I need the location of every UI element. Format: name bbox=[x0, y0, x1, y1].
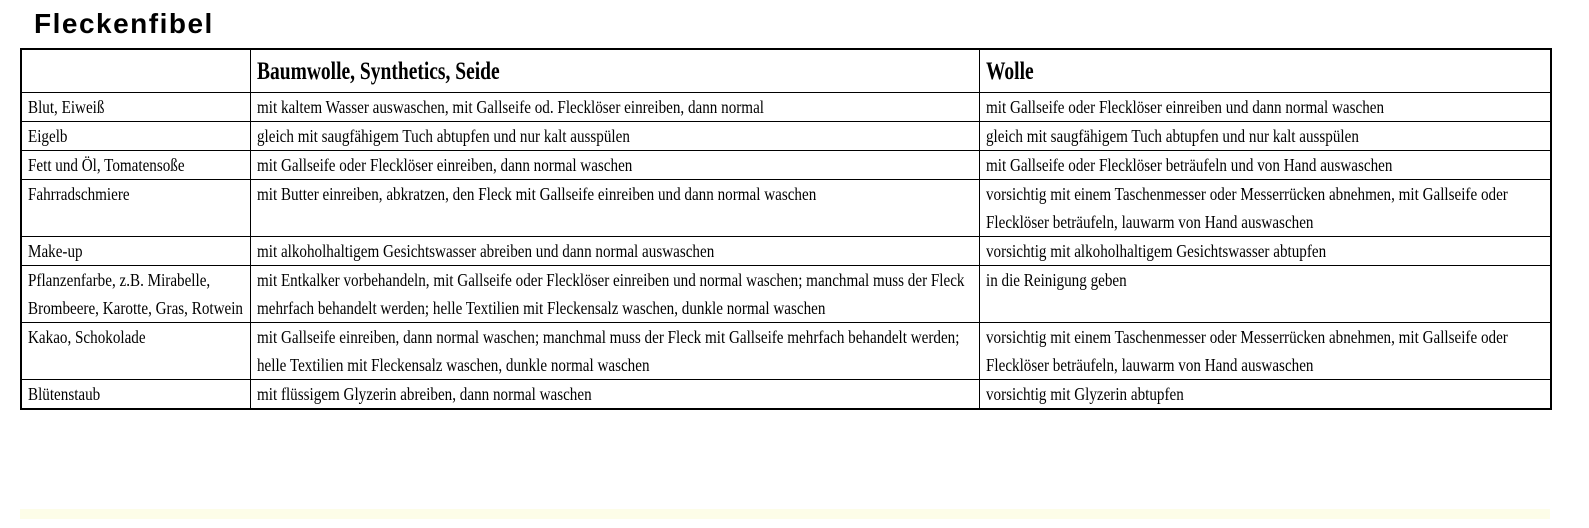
table-row bbox=[21, 380, 1551, 410]
stain-cell: Fett und Öl, Tomatensoße bbox=[21, 151, 250, 180]
stain-cell: Pflanzenfarbe, z.B. Mirabelle, Brombeere, Karotte, Gras, Rotwein bbox=[21, 266, 250, 323]
header-wool: Wolle bbox=[979, 49, 1551, 93]
table-row bbox=[21, 180, 1551, 237]
cotton-treatment-cell: mit kaltem Wasser auswaschen, mit Gallseife od. Flecklöser einreiben, dann normal bbox=[250, 93, 979, 122]
page-title: Fleckenfibel bbox=[34, 8, 214, 39]
wool-treatment-cell: mit Gallseife oder Flecklöser einreiben und dann normal waschen bbox=[979, 93, 1551, 122]
wool-treatment-cell: vorsichtig mit einem Taschenmesser oder Messerrücken abnehmen, mit Gallseife oder Flecklöser beträufeln, lauwarm von Hand auswaschen bbox=[979, 180, 1551, 237]
cotton-treatment-cell: mit Butter einreiben, abkratzen, den Fleck mit Gallseife einreiben und dann normal waschen bbox=[250, 180, 979, 237]
stain-cell: Make-up bbox=[21, 237, 250, 266]
table-header-row bbox=[21, 49, 1551, 93]
wool-treatment-cell: gleich mit saugfähigem Tuch abtupfen und nur kalt ausspülen bbox=[979, 122, 1551, 151]
wool-treatment-cell: vorsichtig mit einem Taschenmesser oder Messerrücken abnehmen, mit Gallseife oder Flecklöser beträufeln, lauwarm von Hand auswaschen bbox=[979, 323, 1551, 380]
stain-cell: Blütenstaub bbox=[21, 380, 250, 410]
cotton-treatment-cell: mit Gallseife einreiben, dann normal waschen; manchmal muss der Fleck mit Gallseife mehrfach behandelt werden; helle Textilien mit Fleckensalz waschen, dunkle normal waschen bbox=[250, 323, 979, 380]
table-row bbox=[21, 266, 1551, 323]
table-row bbox=[21, 151, 1551, 180]
cotton-treatment-cell: mit Gallseife oder Flecklöser einreiben, dann normal waschen bbox=[250, 151, 979, 180]
table-row bbox=[21, 323, 1551, 380]
cotton-treatment-cell: mit flüssigem Glyzerin abreiben, dann normal waschen bbox=[250, 380, 979, 410]
table-row bbox=[21, 122, 1551, 151]
wool-treatment-cell: vorsichtig mit Glyzerin abtupfen bbox=[979, 380, 1551, 410]
cotton-treatment-cell: mit Entkalker vorbehandeln, mit Gallseife oder Flecklöser einreiben und normal waschen; manchmal muss der Fleck mehrfach behandelt werden; helle Textilien mit Fleckensalz waschen, dunkle normal waschen bbox=[250, 266, 979, 323]
stain-cell: Blut, Eiweiß bbox=[21, 93, 250, 122]
stain-table bbox=[20, 48, 1552, 410]
wool-treatment-cell: mit Gallseife oder Flecklöser beträufeln und von Hand auswaschen bbox=[979, 151, 1551, 180]
cotton-treatment-cell: gleich mit saugfähigem Tuch abtupfen und nur kalt ausspülen bbox=[250, 122, 979, 151]
wool-treatment-cell: vorsichtig mit alkoholhaltigem Gesichtswasser abtupfen bbox=[979, 237, 1551, 266]
header-cotton-synthetics-silk: Baumwolle, Synthetics, Seide bbox=[250, 49, 979, 93]
stain-cell: Eigelb bbox=[21, 122, 250, 151]
table-row bbox=[21, 237, 1551, 266]
cotton-treatment-cell: mit alkoholhaltigem Gesichtswasser abreiben und dann normal auswaschen bbox=[250, 237, 979, 266]
stain-cell: Fahrradschmiere bbox=[21, 180, 250, 237]
table-row bbox=[21, 93, 1551, 122]
stain-cell: Kakao, Schokolade bbox=[21, 323, 250, 380]
wool-treatment-cell: in die Reinigung geben bbox=[979, 266, 1551, 323]
footer-strip bbox=[20, 509, 1550, 519]
header-stain bbox=[21, 49, 250, 93]
